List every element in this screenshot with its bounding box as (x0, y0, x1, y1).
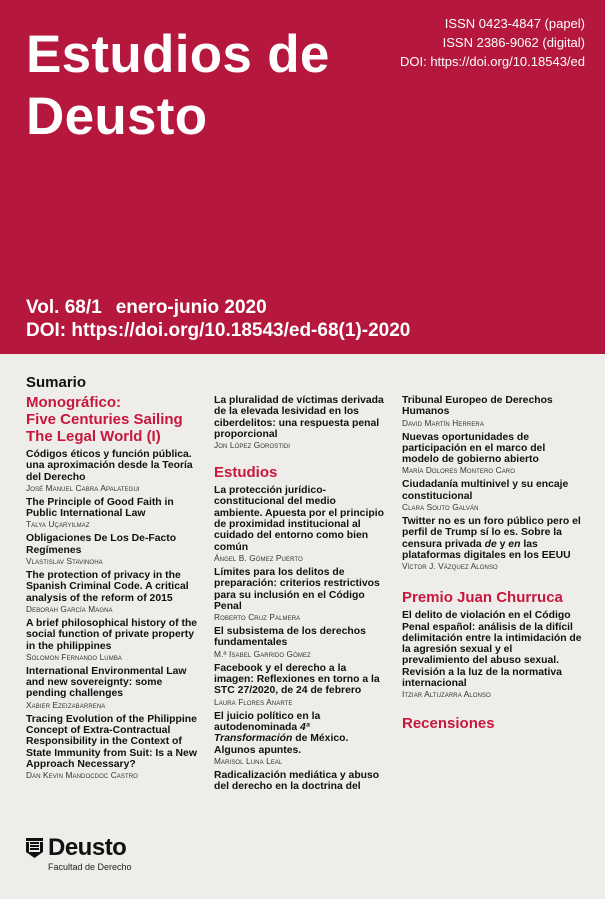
issn-paper: ISSN 0423-4847 (papel) (444, 16, 585, 31)
article-entry[interactable] (214, 626, 386, 659)
article-author: Ángel B. Gómez Puerto (214, 552, 303, 563)
article-entry[interactable] (214, 711, 386, 766)
article-entry[interactable] (214, 663, 386, 707)
article-author: Itziar Altuzarra Alonso (402, 689, 491, 700)
article-author: Solomon Fernando Lumba (26, 651, 123, 662)
article-title (214, 711, 386, 756)
article-title-part: El juicio político en la autodenominada (214, 710, 321, 733)
article-title: Ciudadanía multinivel y su encaje constitucional (402, 479, 569, 502)
article-entry[interactable] (26, 533, 198, 566)
recensiones-heading[interactable]: Recensiones (402, 715, 495, 733)
article-entry[interactable] (402, 610, 582, 699)
article-entry[interactable] (26, 449, 198, 493)
logo-subtitle: Facultad de Derecho (48, 862, 132, 872)
article-entry[interactable] (26, 666, 198, 710)
article-entry[interactable] (402, 395, 582, 428)
contents-column-2 (214, 395, 386, 796)
estudios-heading: Estudios (214, 464, 278, 482)
article-author: Deborah García Magna (26, 603, 113, 614)
issue-doi: DOI: https://doi.org/10.18543/ed-68(1)-2020 (26, 320, 411, 341)
article-author: David Martín Herrera (402, 417, 484, 428)
article-author: Víctor J. Vázquez Alonso (402, 561, 498, 572)
article-title-emphasis: de (484, 538, 497, 550)
article-entry[interactable] (26, 714, 198, 780)
article-title-part: y (496, 538, 509, 550)
article-title: International Environmental Law and new sovereignty: some pending challenges (26, 665, 187, 700)
article-author: Vlastislav Stavinoha (26, 556, 103, 567)
article-author: Dan Kevin Mandocdoc Castro (26, 770, 138, 781)
article-title (402, 516, 582, 561)
article-author: Talya Uçaryilmaz (26, 519, 90, 530)
monografico-heading-line3: The Legal World (I) (26, 428, 161, 445)
article-title: Tribunal Europeo de Derechos Humanos (402, 395, 553, 418)
logo-name: Deusto (48, 834, 127, 861)
journal-title (26, 24, 330, 148)
article-title: The protection of privacy in the Spanish Criminal Code. A critical analysis of the reform of 2015 (26, 570, 189, 604)
article-title: Límites para los delitos de preparación: criterios restrictivos para su inclusión en el Código Penal (214, 566, 380, 612)
article-author: Marisol Luna Leal (214, 755, 283, 766)
article-title-part: de México. Algunos apuntes. (214, 733, 349, 756)
article-author: Xabier Ezeizabarrena (26, 699, 106, 710)
article-author: Jon López Gorostidi (214, 440, 291, 451)
article-title: Códigos éticos y función pública. una aproximación desde la Teoría del Derecho (26, 449, 193, 483)
cover-header (0, 0, 605, 354)
deusto-crest-icon (26, 838, 43, 858)
contents-column-3 (402, 395, 582, 732)
sumario-heading: Sumario (26, 374, 87, 391)
article-entry[interactable] (26, 570, 198, 614)
journal-title-line1: Estudios de (26, 25, 330, 84)
article-entry[interactable] (26, 497, 198, 530)
article-entry[interactable] (402, 479, 582, 512)
article-title: El delito de violación en el Código Penal español: análisis de la difícil delimitación entre la intimidación de la agresión sexual y el prevalimiento del abuso sexual. Revisión a la luz de la normativa internacional (402, 610, 582, 690)
article-entry[interactable] (214, 567, 386, 622)
issn-block (400, 14, 585, 71)
journal-title-line2: Deusto (26, 87, 208, 146)
article-title: Nuevas oportunidades de participación en el marco del modelo de gobierno abierto (402, 431, 546, 466)
article-title: Facebook y el derecho a la imagen: Reflexiones en torno a la STC 27/2020, de 24 de febrero (214, 662, 380, 697)
article-title: La protección jurídico-constitucional del medio ambiente. Apuesta por el principio de proximidad institucional al cuidado del entorno como bien común (214, 485, 384, 553)
premio-heading: Premio Juan Churruca (402, 589, 563, 607)
article-author: José Manuel Cabra Apalategui (26, 482, 140, 493)
article-title: Radicalización mediática y abuso del derecho en la doctrina del (214, 769, 380, 793)
article-title: Tracing Evolution of the Philippine Concept of Extra-Contractual Responsibility in the Context of State Immunity from Suit: Is a New Approach Necessary? (26, 713, 197, 770)
journal-doi: DOI: https://doi.org/10.18543/ed (399, 54, 585, 69)
article-title-emphasis: 4ª Transformación (214, 721, 310, 745)
article-title: The Principle of Good Faith in Public International Law (26, 496, 174, 520)
monografico-heading (26, 394, 198, 445)
article-title: El subsistema de los derechos fundamentales (214, 626, 366, 649)
monografico-heading-line2: Five Centuries Sailing (26, 411, 183, 428)
article-entry[interactable] (26, 618, 198, 662)
article-title-part: las plataformas digitales en los EEUU (402, 538, 571, 561)
article-entry[interactable] (402, 516, 582, 571)
issn-digital: ISSN 2386-9062 (digital) (442, 35, 585, 50)
article-author: Laura Flores Anarte (214, 696, 293, 707)
volume-period: enero-junio 2020 (115, 297, 267, 318)
article-title: Obligaciones De Los De-Facto Regímenes (26, 533, 177, 556)
contents-column-1 (26, 374, 198, 784)
article-author: M.ª Isabel Garrido Gómez (214, 648, 311, 659)
monografico-heading-line1: Monográfico: (26, 394, 121, 411)
article-title: A brief philosophical history of the social function of private property in the philippines (26, 617, 198, 652)
article-entry[interactable] (214, 770, 386, 793)
article-title-emphasis: en (508, 538, 521, 550)
article-title-part: Twitter no es un foro público pero el perfil de Trump sí lo es. Sobre la censura privada (402, 516, 581, 550)
article-author: Clara Souto Galván (402, 502, 479, 513)
volume-number: Vol. 68/1 (26, 297, 102, 318)
article-entry[interactable] (214, 395, 386, 450)
article-entry[interactable] (214, 485, 386, 563)
article-title: La pluralidad de víctimas derivada de la elevada lesividad en los ciberdelitos: una respuesta penal proporcional (214, 395, 384, 440)
article-author: Roberto Cruz Palmera (214, 612, 301, 623)
article-author: María Dolores Montero Caro (402, 465, 516, 476)
article-entry[interactable] (402, 432, 582, 476)
